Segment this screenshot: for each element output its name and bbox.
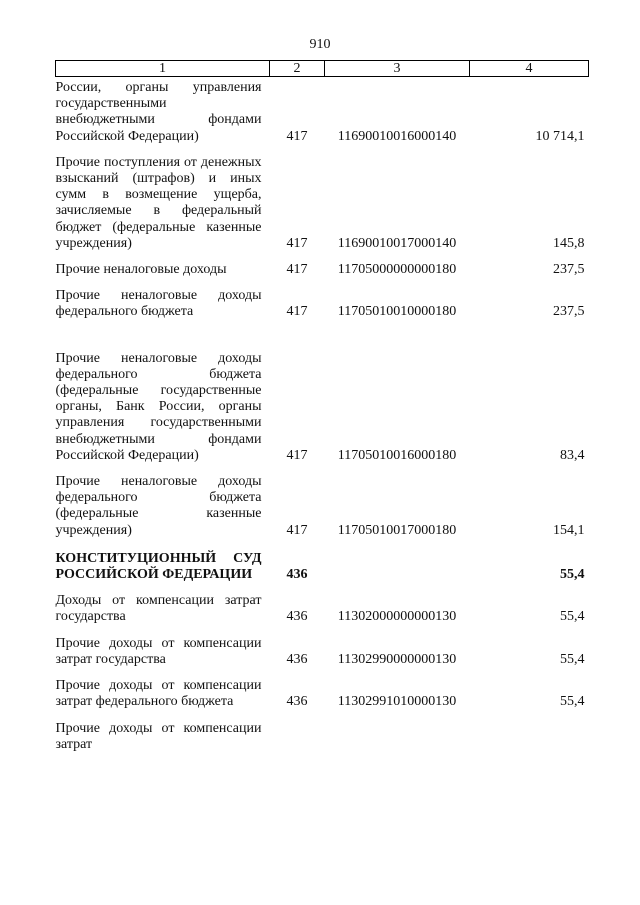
row-name: Прочие неналоговые доходы федерального бюджета (федеральные казенные учреждения) <box>55 474 262 538</box>
row-name: Прочие неналоговые доходы <box>55 262 227 278</box>
table-row <box>56 678 589 710</box>
row-admin-code: 417 <box>286 304 308 320</box>
revenue-table <box>55 60 589 753</box>
row-amount: 55,4 <box>560 609 585 625</box>
row-kbk-code: 11705010017000180 <box>337 522 457 538</box>
column-header-2: 2 <box>270 61 325 77</box>
section-kbk-code <box>325 551 470 583</box>
row-name: Прочие неналоговые доходы федерального бюджета (федеральные государственные органы, Банк России, органы управления государственными внебюджетными фондами Российской Федерации) <box>55 350 262 463</box>
table-row <box>56 593 589 625</box>
row-amount: 154,1 <box>553 522 585 538</box>
row-kbk-code: 11705010010000180 <box>337 304 457 320</box>
table-header <box>56 61 589 77</box>
row-kbk-code: 11302990000000130 <box>337 651 457 667</box>
row-admin-code: 417 <box>286 522 308 538</box>
row-kbk-code: 11705010016000180 <box>337 447 457 463</box>
section-admin-code: 436 <box>286 567 308 583</box>
row-name: Прочие неналоговые доходы федерального бюджета <box>55 288 262 320</box>
row-kbk-code: 11690010016000140 <box>337 128 457 144</box>
table-body <box>56 77 589 753</box>
table-row <box>56 474 589 539</box>
row-kbk-code: 11302991010000130 <box>337 694 457 710</box>
row-amount <box>470 721 589 753</box>
row-admin-code: 436 <box>286 609 308 625</box>
section-amount: 55,4 <box>560 567 585 583</box>
row-name: России, органы управления государственными внебюджетными фондами Российской Федерации) <box>55 80 262 144</box>
row-amount: 55,4 <box>560 651 585 667</box>
row-kbk-code: 11690010017000140 <box>337 235 457 251</box>
row-kbk-code: 11302000000000130 <box>337 609 457 625</box>
row-kbk-code: 11705000000000180 <box>337 262 457 278</box>
column-header-1: 1 <box>56 61 270 77</box>
page-number: 910 <box>309 37 331 52</box>
row-admin-code: 417 <box>286 235 308 251</box>
column-header-4: 4 <box>470 61 589 77</box>
row-amount: 10 714,1 <box>535 128 585 144</box>
row-name: Прочие доходы от компенсации затрат <box>55 720 262 752</box>
table-row <box>56 636 589 668</box>
row-name: Прочие доходы от компенсации затрат государства <box>55 635 262 667</box>
column-header-3: 3 <box>325 61 470 77</box>
row-admin-code: 436 <box>286 694 308 710</box>
table-row <box>56 288 589 320</box>
row-amount: 145,8 <box>553 235 585 251</box>
section-name: КОНСТИТУЦИОННЫЙ СУД РОССИЙСКОЙ ФЕДЕРАЦИИ <box>55 550 262 583</box>
table-row <box>56 155 589 252</box>
row-amount: 237,5 <box>553 304 585 320</box>
row-amount: 55,4 <box>560 694 585 710</box>
row-name: Доходы от компенсации затрат государства <box>55 593 262 625</box>
table-row-section <box>56 551 589 583</box>
table-row <box>56 80 589 145</box>
row-admin-code: 417 <box>286 447 308 463</box>
row-amount: 237,5 <box>553 262 585 278</box>
table-row <box>56 262 589 278</box>
row-kbk-code <box>325 721 470 753</box>
table-row <box>56 721 589 753</box>
row-admin-code: 417 <box>286 262 308 278</box>
row-amount: 83,4 <box>560 447 585 463</box>
row-admin-code <box>270 721 325 753</box>
row-admin-code: 417 <box>286 128 308 144</box>
row-name: Прочие поступления от денежных взысканий (штрафов) и иных сумм в возмещение ущерба, зачисляемые в федеральный бюджет (федеральные казенные учреждения) <box>55 154 262 251</box>
row-name: Прочие доходы от компенсации затрат федерального бюджета <box>55 678 262 710</box>
row-admin-code: 436 <box>286 651 308 667</box>
table-row <box>56 351 589 464</box>
